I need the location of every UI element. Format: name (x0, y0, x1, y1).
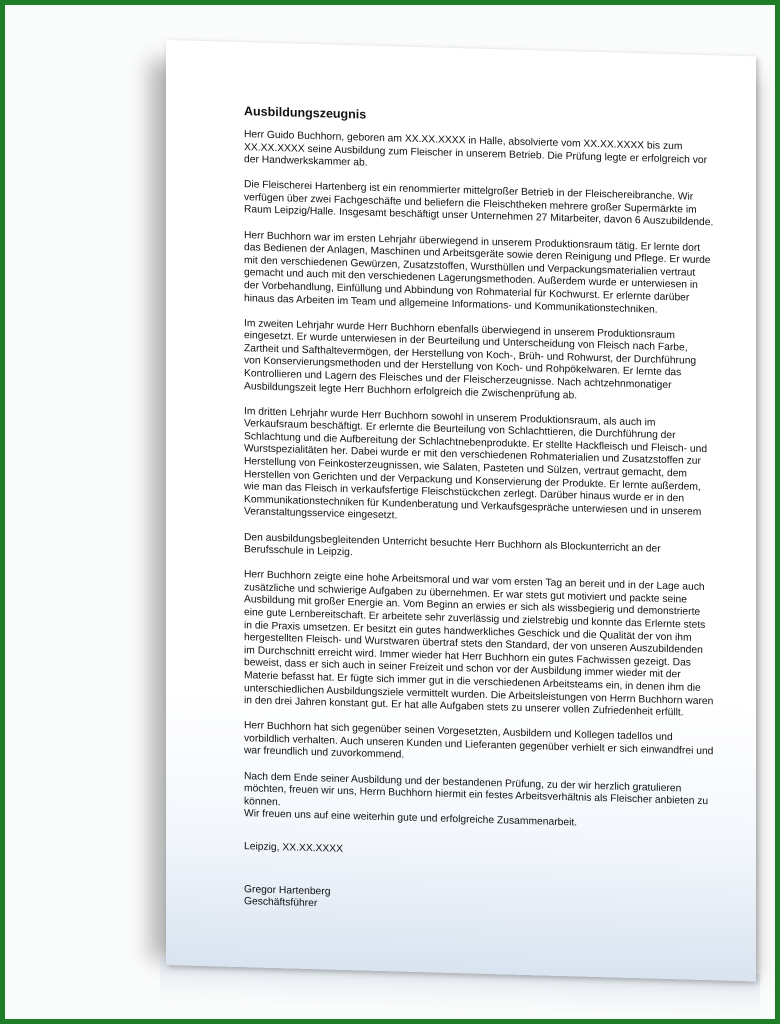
paragraph-offer: Nach dem Ende seiner Ausbildung und der bestandenen Prüfung, zu der wir herzlich gratulieren möchten, freuen wir uns, Herrn Buchhorn hiermit ein festes Arbeitsverhältnis als Fleischer anbieten zu können. (244, 770, 709, 808)
signer-block (244, 884, 714, 922)
paragraph-intro: Herr Guido Buchhorn, geboren am XX.XX.XXXX in Halle, absolvierte vom XX.XX.XXXX bis zum XX.XX.XXXX seine Ausbildung zum Fleischer in unserem Betrieb. Die Prüfung legte er erfolgreich vor der Handwerkskammer ab. (244, 129, 708, 169)
document-title: Ausbildungszeugnis (244, 104, 367, 122)
document-page (166, 40, 756, 981)
closing-line: Wir freuen uns auf eine weiterhin gute und erfolgreiche Zusammenarbeit. (244, 808, 578, 829)
paragraph-behavior: Herr Buchhorn hat sich gegenüber seinen Vorgesetzten, Ausbildern und Kollegen tadellos und vorbildlich verhalten. Auch unseren Kunden und Lieferanten gegenüber verhielt er sich einwandfrei und war freundlich und zuvorkommend. (244, 720, 714, 762)
signer-title: Geschäftsführer (244, 896, 318, 910)
paragraph-first-year: Herr Buchhorn war im ersten Lehrjahr überwiegend in unserem Produktionsraum tätig. Er lernte dort das Bedienen der Anlagen, Maschinen und Arbeitsgeräte sowie deren Reinigung und Pflege. Er wurde mit den verschiedenen Gewürzen, Zusatzstoffen, Wursthüllen und Verpackungsmaterialien vertraut gemacht und auch mit den verschiedenen Lagerungsmethoden. Außerdem wurde er unterwiesen in der Vorbehandlung, Einfüllung und Abbindung von Rohmaterial für Kochwurst. Er erlernte darüber hinaus das Arbeiten im Team und allgemeine Informations- und Kommunikationstechniken. (244, 229, 711, 316)
paragraph-second-year: Im zweiten Lehrjahr wurde Herr Buchhorn ebenfalls überwiegend in unserem Produktionsraum eingesetzt. Er wurde unterwiesen in der Beurteilung und Unterscheidung von Fleisch nach Farbe, Zartheit und Safthaltevermögen, der Herstellung von Koch-, Brüh- und Rohwurst, der Durchführung von Konservierungsmethoden und der Herstellung von Koch- und Rohpökelwaren. Er lernte das Kontrollieren und Lagern des Fleisches und der Fleischerzeugnisse. Nach achtzehnmonatiger Ausbildungszeit legte Herr Buchhorn erfolgreich die Zwischenprüfung ab. (244, 317, 697, 402)
place-date: Leipzig, XX.XX.XXXX (244, 841, 344, 855)
paragraph-performance: Herr Buchhorn zeigte eine hohe Arbeitsmoral und war vom ersten Tag an bereit und in der Lage auch zusätzliche und schwierige Aufgaben zu übernehmen. Er war stets gut motiviert und packte seine Ausbildung mit großer Energie an. Vom Beginn an erwies er sich als wissbegierig und demonstrierte eine gute Lernbereitschaft. Er arbeitete sehr zuverlässig und zielstrebig und konnte das Erlernte stets in die Praxis umsetzen. Er besitzt ein gutes handwerkliches Geschick und die Qualität der von ihm hergestellten Fleisch- und Wurstwaren übertraf stets den Standard, der von unseren Auszubildenden im Durchschnitt erreicht wird. Immer wieder hat Herr Buchhorn ein gutes Fachwissen gezeigt. Das beweist, dass er sich auch in seiner Freizeit und schon vor der Ausbildung immer wieder mit der Materie befasst hat. Er fügte sich immer gut in die verschiedenen Arbeitsteams ein, in denen ihm die unterschiedlichen Ausbildungsziele vermittelt wurden. Die Arbeitsleistungen von Herrn Buchhorn waren in den drei Jahren konstant gut. Er hat alle Aufgaben stets zu unserer vollen Zufriedenheit erfüllt. (244, 569, 714, 719)
paragraph-company: Die Fleischerei Hartenberg ist ein renommierter mittelgroßer Betrieb in der Fleischereibranche. Wir verfügen über zwei Fachgeschäfte und beliefern die Fleischtheken mehrere großer Supermärkte im Raum Leipzig/Halle. Insgesamt beschäftigt unser Unternehmen 27 Mitarbeiter, davon 6 Auszubildende. (244, 179, 714, 229)
signer-name: Gregor Hartenberg (244, 883, 331, 898)
paragraph-third-year: Im dritten Lehrjahr wurde Herr Buchhorn sowohl in unserem Produktionsraum, als auch im Verkaufsraum beschäftigt. Er erlernte die Beurteilung von Schlachttieren, die Durchführung der Schlachtung und die Aufbereitung der Schlachtnebenprodukte. Er stellte Hackfleisch und Fleisch- und Wurstspezialitäten her. Dabei wurde er mit den verschiedenen Rohmaterialien und Zusatzstoffen zur Herstellung von Feinkosterzeugnissen, wie Salaten, Pasteten und Sülzen, vertraut gemacht, dem Herstellen von Gerichten und der Verpackung und Konservierung der Produkte. Er lernte außerdem, wie man das Fleisch in verkaufsfertige Fleischstückchen zerlegt. Darüber hinaus wurde er in den Kommunikationstechniken für Kundenberatung und Verkaufsgespräche unterwiesen und in unserem Veranstaltungsservice eingesetzt. (244, 405, 708, 522)
paragraph-school: Den ausbildungsbegleitenden Unterricht besuchte Herr Buchhorn als Blockunterricht an der Berufsschule in Leipzig. (244, 531, 661, 559)
document-body (244, 104, 714, 922)
